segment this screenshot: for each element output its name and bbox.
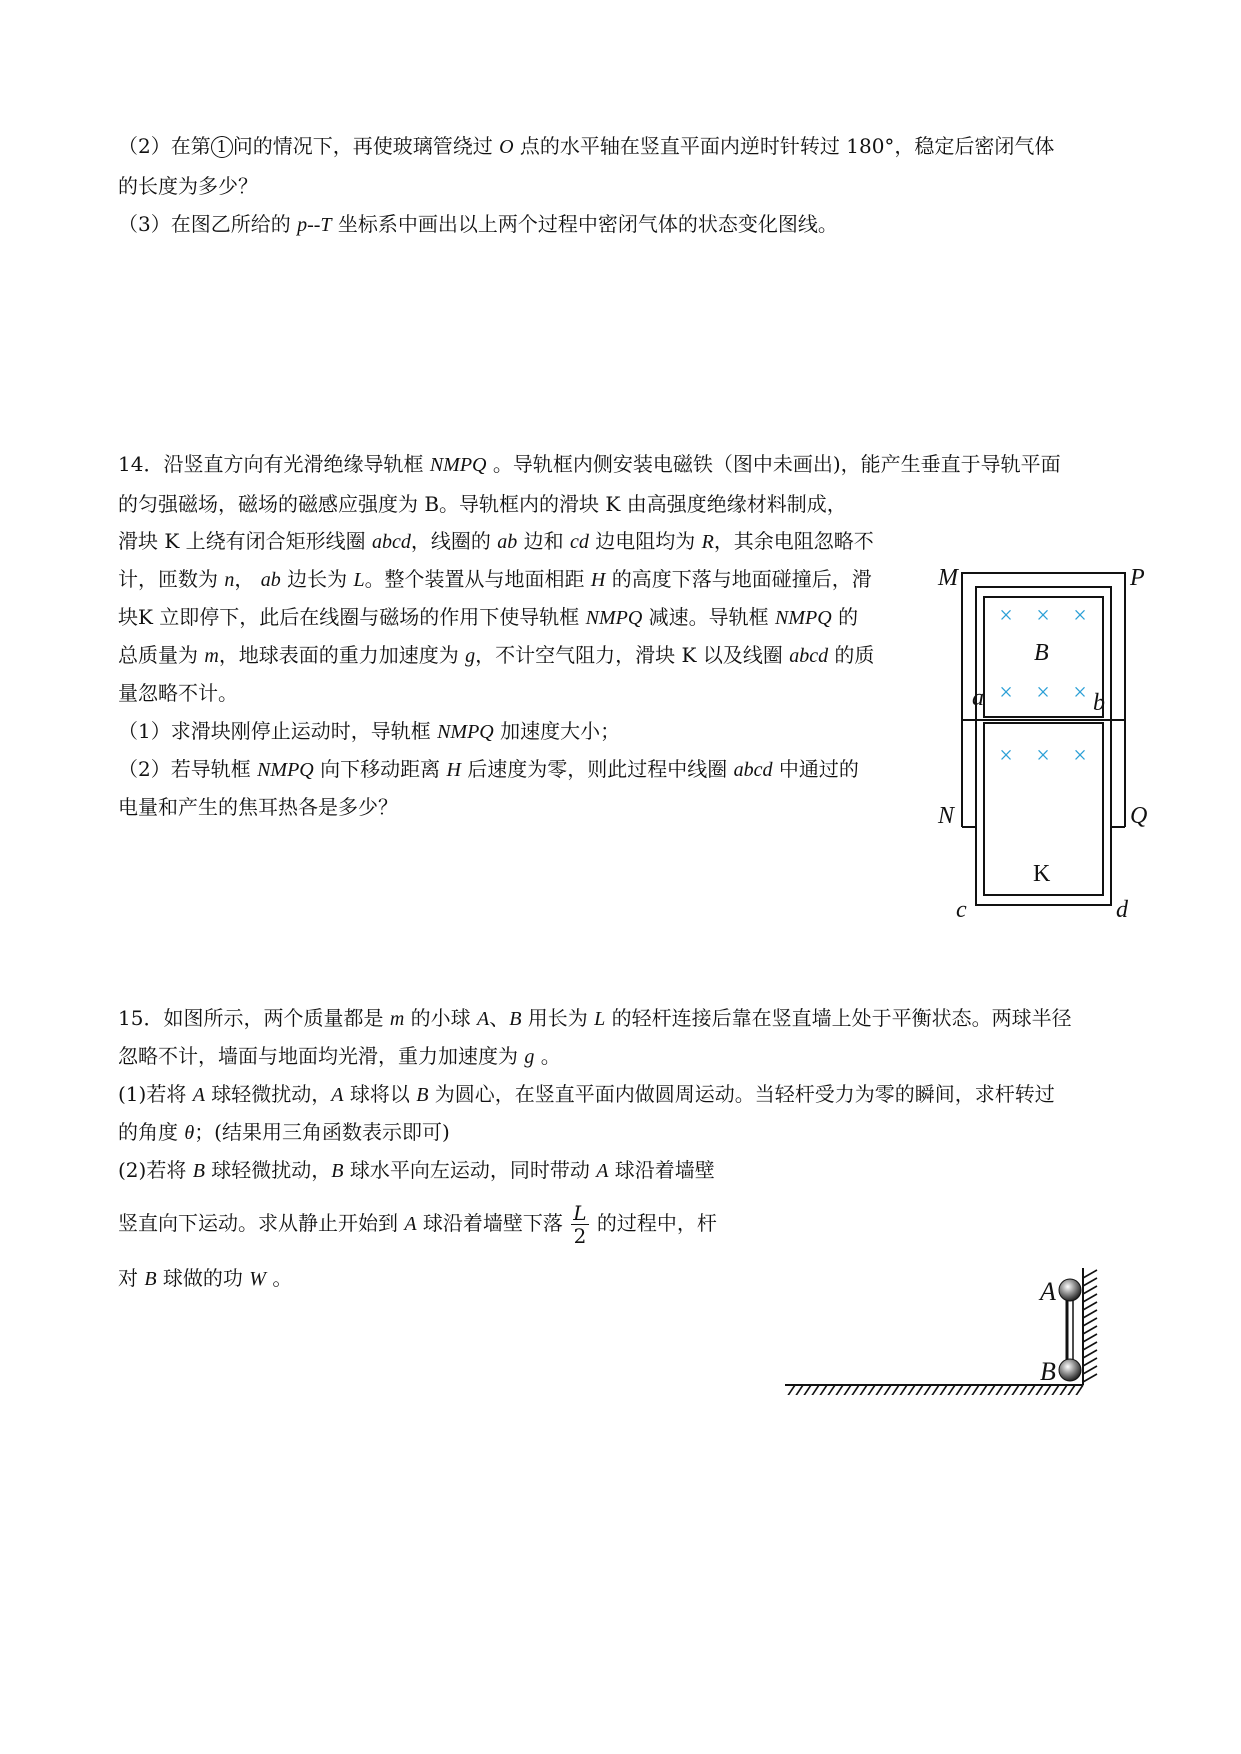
q14-line3 — [118, 527, 874, 556]
label-b: b — [1093, 690, 1105, 716]
hatch-mark — [819, 1385, 827, 1395]
var: L — [353, 569, 365, 591]
hatch-mark — [1075, 1385, 1083, 1395]
hatch-mark — [1067, 1385, 1075, 1395]
hatch-mark — [867, 1385, 875, 1395]
var: NMPQ — [429, 454, 487, 476]
var: θ — [184, 1122, 195, 1144]
hatch-mark — [795, 1385, 803, 1395]
text: 总质量为 — [118, 643, 205, 667]
var: abcd — [789, 645, 829, 667]
hatch-mark — [1027, 1385, 1035, 1395]
q14-line2: 的匀强磁场，磁场的磁感应强度为 B。导轨框内的滑块 K 由高强度绝缘材料制成， — [118, 492, 847, 516]
hatch-mark — [835, 1385, 843, 1395]
hatch-mark — [923, 1385, 931, 1395]
var: L — [594, 1008, 606, 1030]
field-cross: × — [999, 603, 1013, 629]
q14-line7: 量忽略不计。 — [118, 681, 238, 705]
var: H — [590, 569, 606, 591]
var: g — [524, 1046, 535, 1068]
hatch-mark — [1083, 1358, 1097, 1366]
var: NMPQ — [257, 759, 314, 781]
field-cross: × — [999, 743, 1013, 769]
var: R — [701, 531, 714, 553]
text: 加速度大小； — [493, 719, 621, 743]
hatch-mark — [939, 1385, 947, 1395]
hatch-mark — [1083, 1374, 1097, 1382]
wall-hatching — [1083, 1270, 1097, 1382]
hatch-mark — [1019, 1385, 1027, 1395]
q15-line1 — [118, 1004, 1072, 1033]
hatch-mark — [1051, 1385, 1059, 1395]
q15-sub2-line1 — [118, 1156, 715, 1185]
text: 14．沿竖直方向有光滑绝缘导轨框 — [118, 452, 430, 476]
var: A — [476, 1008, 490, 1030]
text: 球将以 — [343, 1082, 417, 1106]
label-c: c — [956, 897, 967, 923]
hatch-mark — [843, 1385, 851, 1395]
var: m — [204, 645, 219, 667]
var: B — [192, 1160, 205, 1182]
text: 对 — [118, 1266, 145, 1290]
var: abcd — [372, 531, 411, 553]
text: （2）若导轨框 — [118, 757, 258, 781]
q15-figure — [770, 1255, 1110, 1395]
text: 的质 — [828, 643, 875, 667]
label-P: P — [1130, 565, 1145, 591]
q15-sub1-line1 — [118, 1080, 1055, 1109]
q13-part3 — [118, 210, 838, 239]
text: 滑块 K 上绕有闭合矩形线圈 — [118, 529, 373, 553]
text: 后速度为零，则此过程中线圈 — [460, 757, 734, 781]
var: W — [249, 1268, 266, 1290]
var: NMPQ — [775, 607, 832, 629]
hatch-mark — [1003, 1385, 1011, 1395]
hatch-mark — [859, 1385, 867, 1395]
hatch-mark — [979, 1385, 987, 1395]
hatch-mark — [1083, 1342, 1097, 1350]
text: 竖直向下运动。求从静止开始到 — [118, 1211, 405, 1235]
hatch-mark — [1083, 1278, 1097, 1286]
text: （3）在图乙所给的 — [118, 212, 298, 236]
q14-line4 — [118, 565, 872, 594]
hatch-mark — [971, 1385, 979, 1395]
label-Q: Q — [1130, 803, 1148, 829]
hatch-mark — [995, 1385, 1003, 1395]
text: 边电阻均为 — [588, 529, 702, 553]
text: ，其余电阻忽略不 — [713, 529, 874, 553]
text: ；(结果用三角函数表示即可) — [194, 1120, 450, 1144]
text: 球轻微扰动， — [204, 1082, 332, 1106]
ground-hatching — [787, 1385, 1083, 1395]
text: 、 — [489, 1006, 510, 1030]
text: ，不计空气阻力，滑块 K 以及线圈 — [475, 643, 790, 667]
text: 中通过的 — [772, 757, 859, 781]
q13-part2-line1 — [118, 132, 1054, 161]
var: NMPQ — [437, 721, 494, 743]
hatch-mark — [875, 1385, 883, 1395]
field-cross: × — [1073, 603, 1087, 629]
var: ab — [497, 531, 518, 553]
hatch-mark — [1083, 1302, 1097, 1310]
text: 的高度下落与地面碰撞后，滑 — [605, 567, 872, 591]
hatch-mark — [1083, 1310, 1097, 1318]
var: ab — [260, 569, 281, 591]
hatch-mark — [1059, 1385, 1067, 1395]
hatch-mark — [1083, 1366, 1097, 1374]
hatch-mark — [1083, 1334, 1097, 1342]
var: n — [224, 569, 235, 591]
hatch-mark — [1083, 1350, 1097, 1358]
text: 为圆心，在竖直平面内做圆周运动。当轻杆受力为零的瞬间，求杆转过 — [428, 1082, 1055, 1106]
text: 的过程中，杆 — [590, 1211, 717, 1235]
var: B — [509, 1008, 522, 1030]
text: 用长为 — [521, 1006, 595, 1030]
text: 球沿着墙壁下落 — [416, 1211, 570, 1235]
field-cross: × — [999, 680, 1013, 706]
q14-line1 — [118, 450, 1061, 479]
ball-A — [1059, 1279, 1081, 1301]
text: （2）在第 — [118, 134, 211, 158]
q14-line6 — [118, 641, 874, 670]
var: g — [465, 645, 476, 667]
var: A — [331, 1084, 344, 1106]
var: H — [446, 759, 461, 781]
var: abcd — [733, 759, 773, 781]
hatch-mark — [1083, 1326, 1097, 1334]
var: A — [596, 1160, 609, 1182]
ball-B — [1059, 1359, 1081, 1381]
text: 坐标系中画出以上两个过程中密闭气体的状态变化图线。 — [331, 212, 838, 236]
text: 计，匝数为 — [118, 567, 225, 591]
field-cross: × — [1073, 680, 1087, 706]
text: 的轻杆连接后靠在竖直墙上处于平衡状态。两球半径 — [605, 1006, 1072, 1030]
text: ， — [234, 567, 261, 591]
hatch-mark — [787, 1385, 795, 1395]
text: 。整个装置从与地面相距 — [364, 567, 591, 591]
field-cross: × — [1036, 603, 1050, 629]
hatch-mark — [931, 1385, 939, 1395]
label-N: N — [938, 803, 955, 829]
label-A: A — [1040, 1277, 1056, 1306]
hatch-mark — [827, 1385, 835, 1395]
text: (2)若将 — [118, 1158, 193, 1182]
var: B — [416, 1084, 429, 1106]
var-O: O — [499, 136, 514, 158]
text: 向下移动距离 — [313, 757, 447, 781]
q15-sub2-line3 — [118, 1264, 292, 1293]
q14-figure — [930, 565, 1160, 925]
text: 。 — [265, 1266, 293, 1290]
hatch-mark — [1083, 1270, 1097, 1278]
q14-sub1 — [118, 717, 620, 746]
text: ，地球表面的重力加速度为 — [218, 643, 466, 667]
text: ，线圈的 — [410, 529, 498, 553]
text: 球轻微扰动， — [204, 1158, 332, 1182]
hatch-mark — [947, 1385, 955, 1395]
hatch-mark — [1043, 1385, 1051, 1395]
text: (1)若将 — [118, 1082, 193, 1106]
text: （1）求滑块刚停止运动时，导轨框 — [118, 719, 438, 743]
hatch-mark — [883, 1385, 891, 1395]
label-K: K — [1033, 861, 1051, 887]
hatch-mark — [1011, 1385, 1019, 1395]
label-M: M — [938, 565, 958, 591]
var: cd — [569, 531, 589, 553]
text: 的小球 — [404, 1006, 477, 1030]
var: B — [144, 1268, 157, 1290]
label-B: B — [1040, 1357, 1056, 1386]
field-cross: × — [1036, 680, 1050, 706]
hatch-mark — [803, 1385, 811, 1395]
q14-sub2 — [118, 755, 859, 784]
label-a: a — [972, 685, 984, 711]
text: 问的情况下，再使玻璃管绕过 — [232, 134, 500, 158]
label-B: B — [1034, 640, 1049, 666]
hatch-mark — [915, 1385, 923, 1395]
text: 点的水平轴在竖直平面内逆时针转过 180°，稳定后密闭气体 — [513, 134, 1055, 158]
text: 的角度 — [118, 1120, 185, 1144]
text: 的 — [831, 605, 859, 629]
text: 球沿着墙壁 — [608, 1158, 715, 1182]
text: 减速。导轨框 — [642, 605, 776, 629]
var-pT: p--T — [297, 214, 332, 236]
q15-sub2-line2 — [118, 1198, 717, 1249]
var: A — [192, 1084, 205, 1106]
var: m — [389, 1008, 405, 1030]
text: 球水平向左运动，同时带动 — [343, 1158, 597, 1182]
text: 边和 — [517, 529, 570, 553]
q14-sub2-line2: 电量和产生的焦耳热各是多少？ — [118, 795, 398, 819]
hatch-mark — [891, 1385, 899, 1395]
frac-den: 2 — [573, 1224, 587, 1248]
field-cross: × — [1073, 743, 1087, 769]
q15-line2 — [118, 1042, 561, 1071]
hatch-mark — [987, 1385, 995, 1395]
hatch-mark — [811, 1385, 819, 1395]
var: NMPQ — [585, 607, 643, 629]
q15-sub1-line2 — [118, 1118, 450, 1147]
frac-num: L — [573, 1201, 587, 1225]
hatch-mark — [963, 1385, 971, 1395]
text: 。 — [534, 1044, 561, 1068]
fraction-L-over-2 — [571, 1202, 588, 1247]
hatch-mark — [955, 1385, 963, 1395]
hatch-mark — [1035, 1385, 1043, 1395]
field-cross: × — [1036, 743, 1050, 769]
text: 。导轨框内侧安装电磁铁（图中未画出)，能产生垂直于导轨平面 — [486, 452, 1061, 476]
hatch-mark — [851, 1385, 859, 1395]
hatch-mark — [1083, 1286, 1097, 1294]
hatch-mark — [899, 1385, 907, 1395]
text: 15．如图所示，两个质量都是 — [118, 1006, 390, 1030]
hatch-mark — [907, 1385, 915, 1395]
text: 块K 立即停下，此后在线圈与磁场的作用下使导轨框 — [118, 605, 586, 629]
hatch-mark — [1083, 1318, 1097, 1326]
q13-part2-line2: 的长度为多少？ — [118, 174, 258, 198]
var: B — [331, 1160, 344, 1182]
text: 忽略不计，墙面与地面均光滑，重力加速度为 — [118, 1044, 525, 1068]
label-d: d — [1116, 897, 1128, 923]
text: 边长为 — [280, 567, 354, 591]
circled-number: 1 — [211, 136, 233, 158]
text: 球做的功 — [156, 1266, 250, 1290]
var: A — [404, 1213, 417, 1235]
q14-line5 — [118, 603, 858, 632]
hatch-mark — [1083, 1294, 1097, 1302]
